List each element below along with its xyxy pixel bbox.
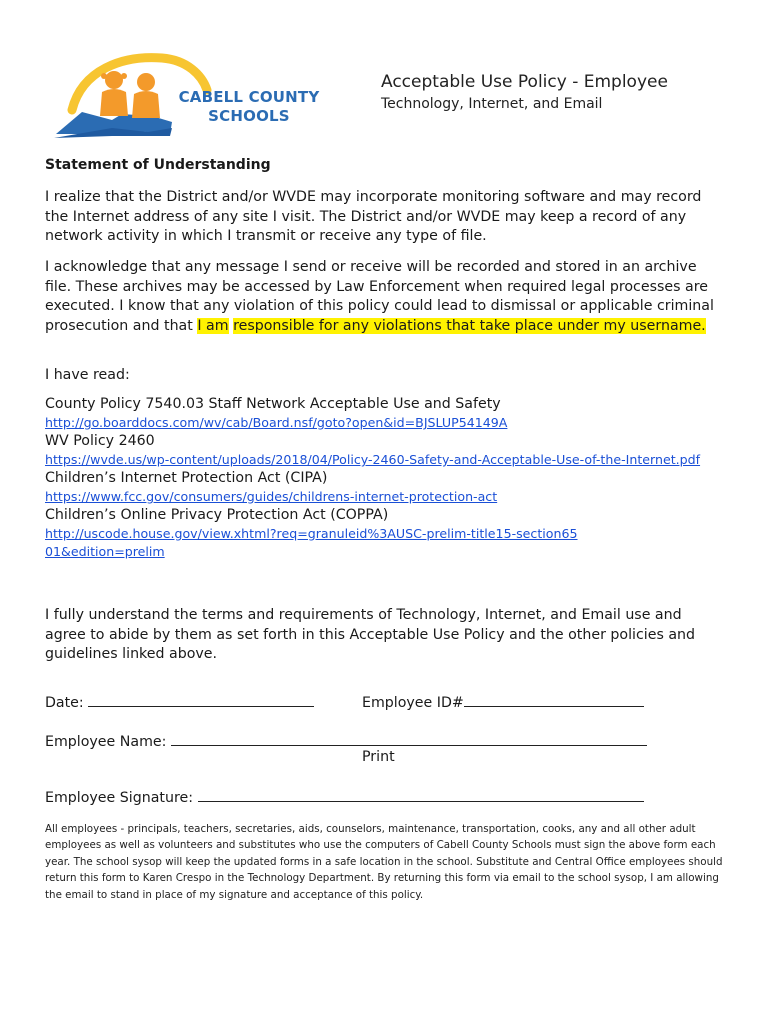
footnote: All employees - principals, teachers, secretaries, aids, counselors, maintenance, transportation, cooks, any and all other adult employees as well as volunteers and substitutes who use the computers of Cabell County Schools must sign the above form each year. The school sysop will keep the updated forms in a safe location in the school. Substitute and Central Office employees should return this form to Karen Crespo in the Technology Department. By returning this form via email to the school sysop, I am allowing the email to stand in place of my signature and acceptance of this policy.: [45, 823, 723, 901]
date-line[interactable]: [88, 692, 314, 707]
document-title: Acceptable Use Policy - Employee: [381, 72, 668, 92]
reference-link[interactable]: https://wvde.us/wp-content/uploads/2018/04/Policy-2460-Safety-and-Acceptable-Use-of-the-Internet.pdf: [45, 452, 701, 467]
reference-list: [45, 395, 745, 561]
employee-name-label: Employee Name:: [45, 734, 167, 750]
acknowledgement-text: I acknowledge that any message I send or receive will be recorded and stored in an archive file. These archives may be accessed by Law Enforcement when required legal processes are executed. I know that any violation of this policy could lead to dismissal or applicable criminal prosecution and that: [45, 259, 714, 334]
reference-title: Children’s Online Privacy Protection Act (COPPA): [45, 507, 389, 523]
section-heading: Statement of Understanding: [45, 157, 271, 173]
employee-id-line[interactable]: [464, 692, 644, 707]
acknowledgement-paragraph: [45, 258, 725, 336]
employee-id-label: Employee ID#: [362, 695, 464, 711]
signature-label: Employee Signature:: [45, 790, 193, 806]
employee-name-line[interactable]: [171, 731, 647, 746]
highlight-responsible: responsible for any violations that take place under my username.: [233, 317, 706, 334]
have-read-label: I have read:: [45, 367, 130, 383]
logo-text: [174, 88, 324, 126]
print-label: Print: [362, 749, 395, 765]
date-label: Date:: [45, 695, 84, 711]
reference-link[interactable]: https://www.fcc.gov/consumers/guides/childrens-internet-protection-act: [45, 489, 498, 504]
employee-id-field: [362, 692, 644, 711]
logo-text-line2: SCHOOLS: [208, 107, 290, 125]
reference-title: Children’s Internet Protection Act (CIPA): [45, 470, 328, 486]
logo-text-line1: CABELL COUNTY: [178, 88, 320, 106]
agreement-paragraph: I fully understand the terms and requirements of Technology, Internet, and Email use and agree to abide by them as set forth in this Acceptable Use Policy and the other policies and guidelines linked above.: [45, 607, 696, 662]
highlight-i-am: I am: [197, 317, 229, 334]
reference-link[interactable]: http://uscode.house.gov/view.xhtml?req=granuleid%3AUSC-prelim-title15-section6501&edition=prelim: [45, 526, 578, 559]
signature-line[interactable]: [198, 787, 644, 802]
signature-field: [45, 787, 644, 806]
reference-title: County Policy 7540.03 Staff Network Acceptable Use and Safety: [45, 396, 501, 412]
employee-name-field: [45, 731, 647, 750]
reference-title: WV Policy 2460: [45, 433, 155, 449]
document-subtitle: Technology, Internet, and Email: [381, 96, 603, 112]
monitoring-paragraph: I realize that the District and/or WVDE may incorporate monitoring software and may record the Internet address of any site I visit. The District and/or WVDE may keep a record of any network activity in which I transmit or receive any type of file.: [45, 189, 702, 244]
reference-link[interactable]: http://go.boarddocs.com/wv/cab/Board.nsf/goto?open&id=BJSLUP54149A: [45, 415, 508, 430]
date-field: [45, 692, 314, 711]
